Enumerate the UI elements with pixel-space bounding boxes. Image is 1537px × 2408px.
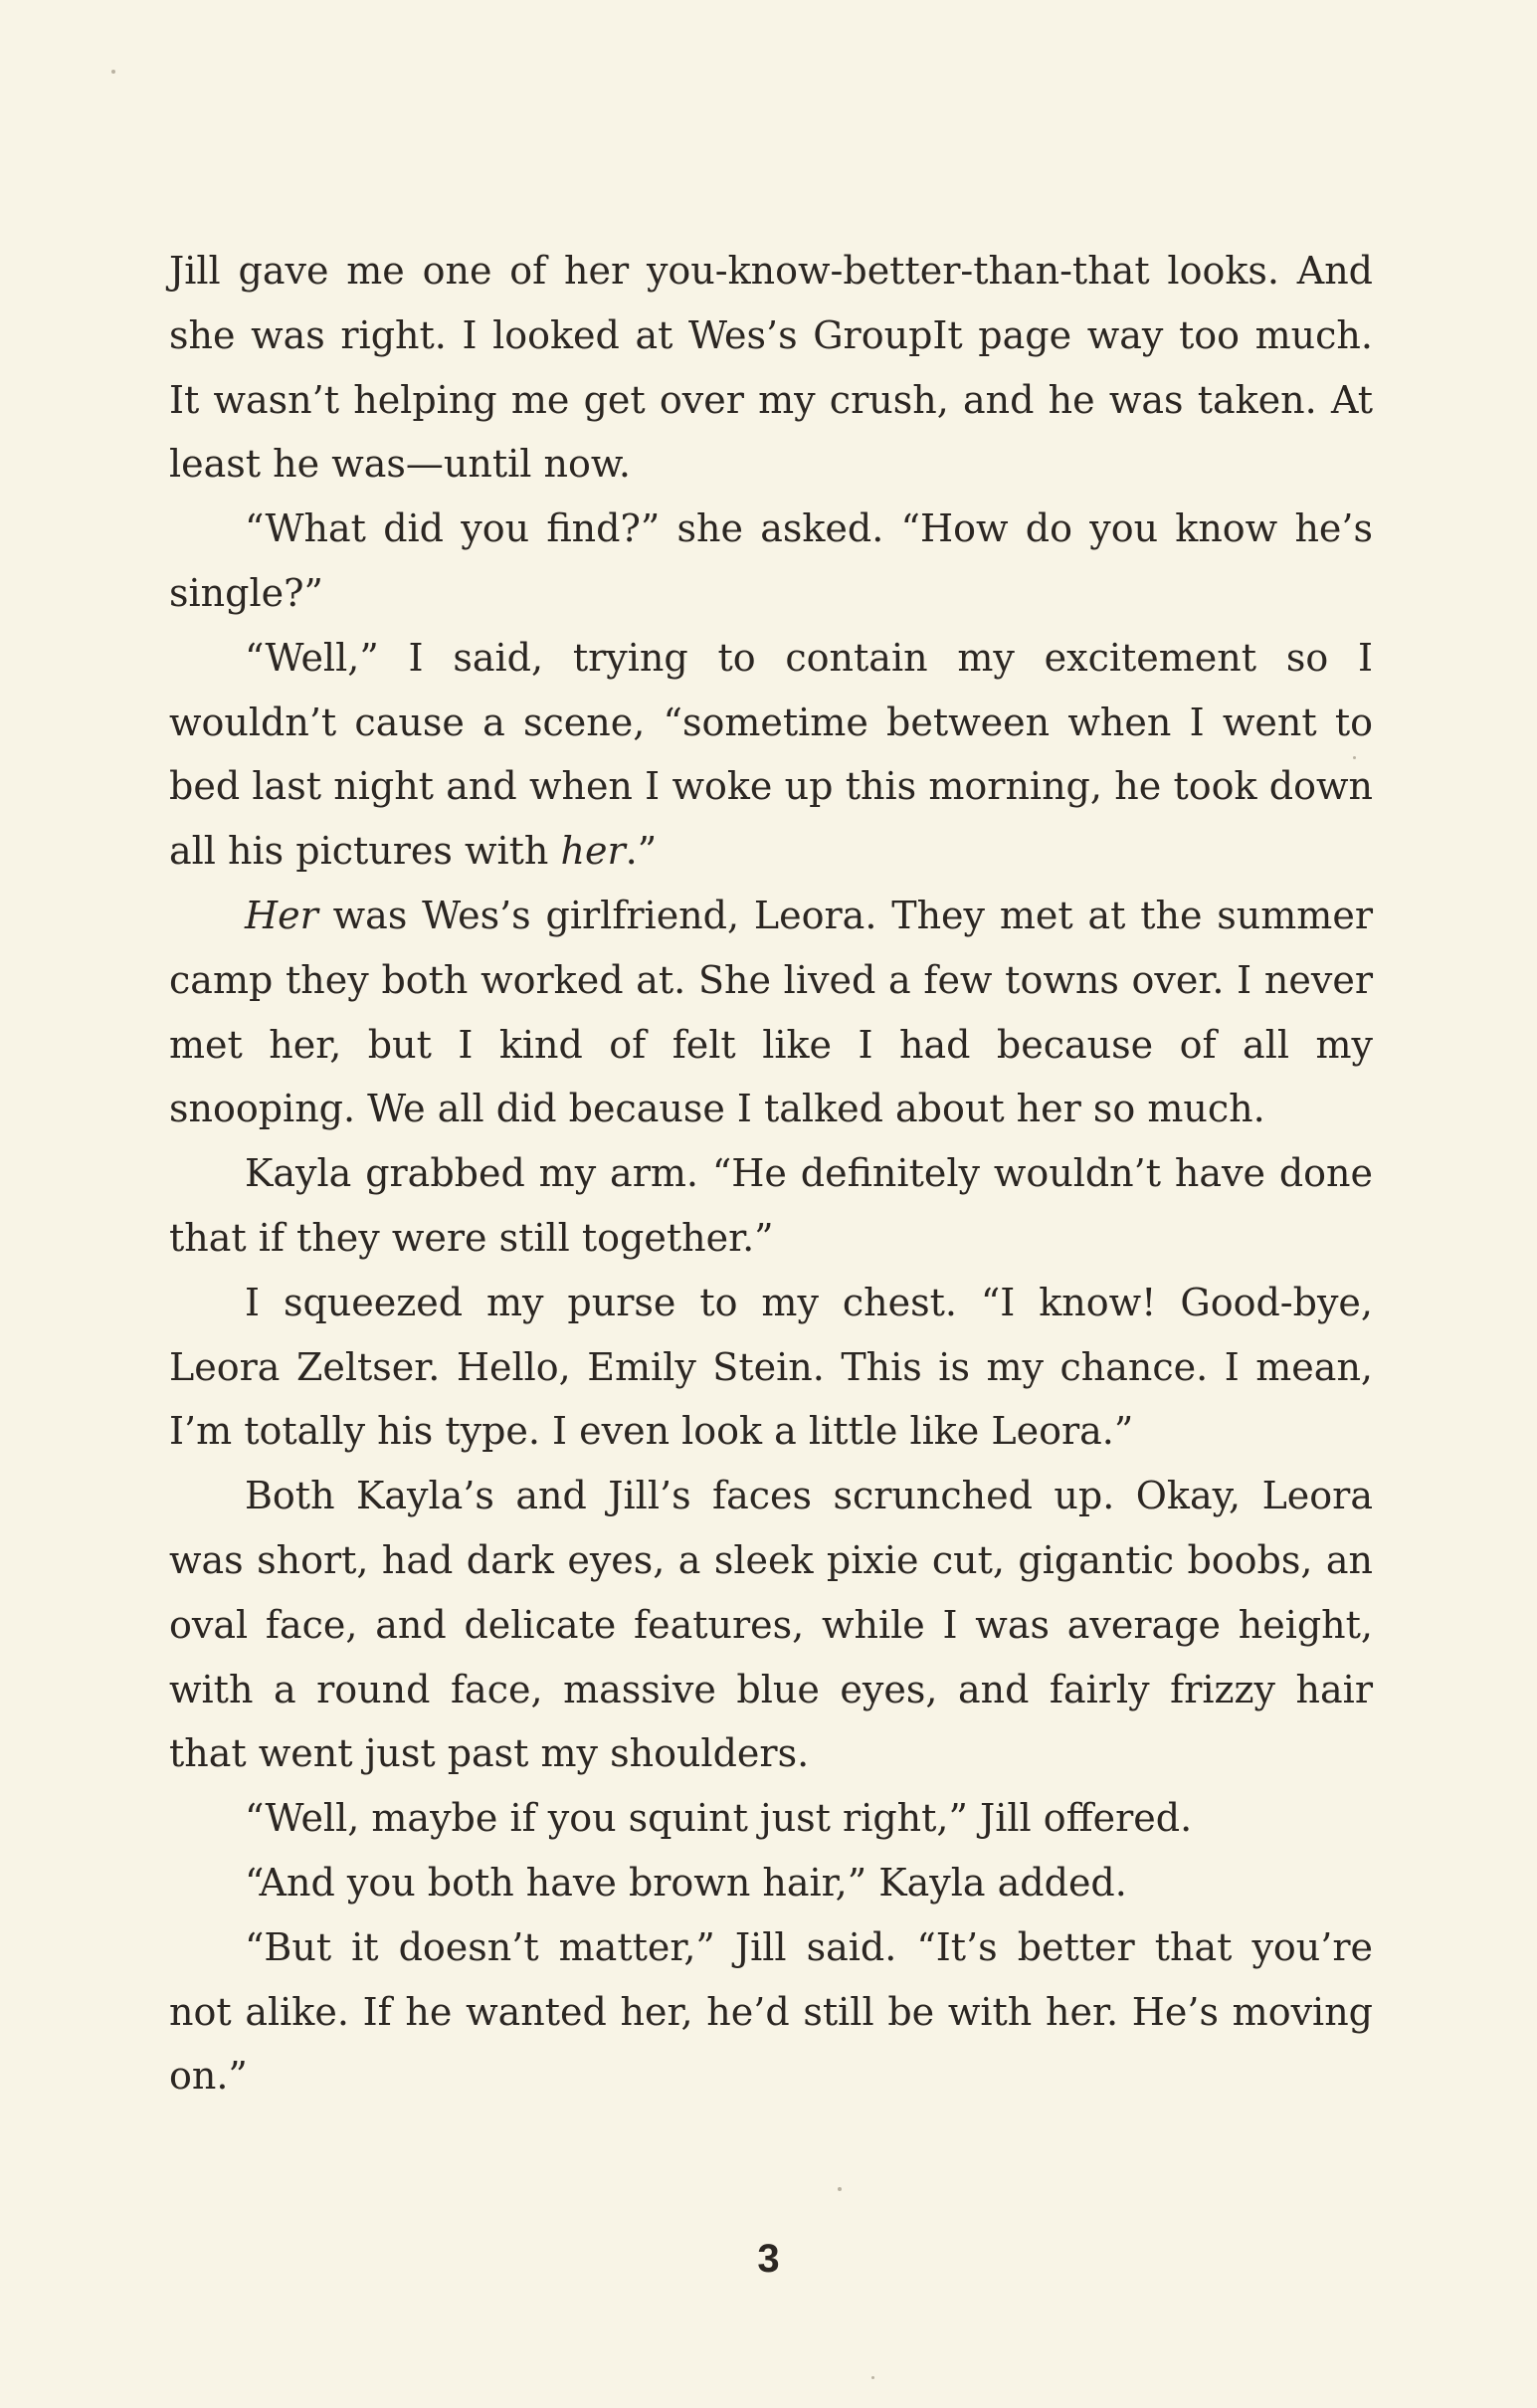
page-number: 3 bbox=[757, 2237, 780, 2281]
paragraph: “What did you find?” she asked. “How do you know he’s single?” bbox=[169, 506, 1373, 615]
paragraph: “And you both have brown hair,” Kayla added. bbox=[245, 1860, 1127, 1905]
paper-speck bbox=[111, 70, 115, 74]
paragraph: Jill gave me one of her you-know-better-than-that looks. And she was right. I looked at Wes’s GroupIt page way too much. It wasn’t helping me get over my crush, and he was taken. At least he was—until now. bbox=[169, 249, 1373, 487]
paragraph: “But it doesn’t matter,” Jill said. “It’s better that you’re not alike. If he wanted her, he’d still be with her. He’s moving on.” bbox=[169, 1924, 1373, 2099]
paragraph: Both Kayla’s and Jill’s faces scrunched up. Okay, Leora was short, had dark eyes, a sleek pixie cut, gigantic boobs, an oval face, and delicate features, while I was average height, with a round face, massive blue eyes, and fairly frizzy hair that went just past my shoulders. bbox=[169, 1474, 1373, 1776]
paragraph: “Well, maybe if you squint just right,” Jill offered. bbox=[245, 1796, 1193, 1841]
paper-speck bbox=[1353, 756, 1356, 759]
paper-speck bbox=[838, 2187, 842, 2191]
paragraph-text: was Wes’s girlfriend, Leora. They met at the summer camp they both worked at. She lived a few towns over. I never met her, but I kind of felt like I had because of all my snooping. We all did because I talked about her so much. bbox=[169, 893, 1373, 1131]
paragraph-text: .” bbox=[625, 829, 658, 874]
paper-speck bbox=[871, 2376, 874, 2379]
paragraph-text: “Well,” I said, trying to contain my excitement so I wouldn’t cause a scene, “sometime between when I went to bed last night and when I woke up this morning, he took down all his pictures with bbox=[169, 635, 1373, 874]
paragraph bbox=[169, 626, 1373, 884]
emphasis-text: her bbox=[560, 829, 626, 874]
emphasis-text: Her bbox=[245, 893, 318, 937]
body-text bbox=[169, 239, 1373, 2108]
paragraph bbox=[169, 884, 1373, 1141]
paragraph: Kayla grabbed my arm. “He definitely wouldn’t have done that if they were still together.” bbox=[169, 1151, 1373, 1260]
paragraph: I squeezed my purse to my chest. “I know! Good-bye, Leora Zeltser. Hello, Emily Stein. This is my chance. I mean, I’m totally his type. I even look a little like Leora.” bbox=[169, 1280, 1373, 1454]
